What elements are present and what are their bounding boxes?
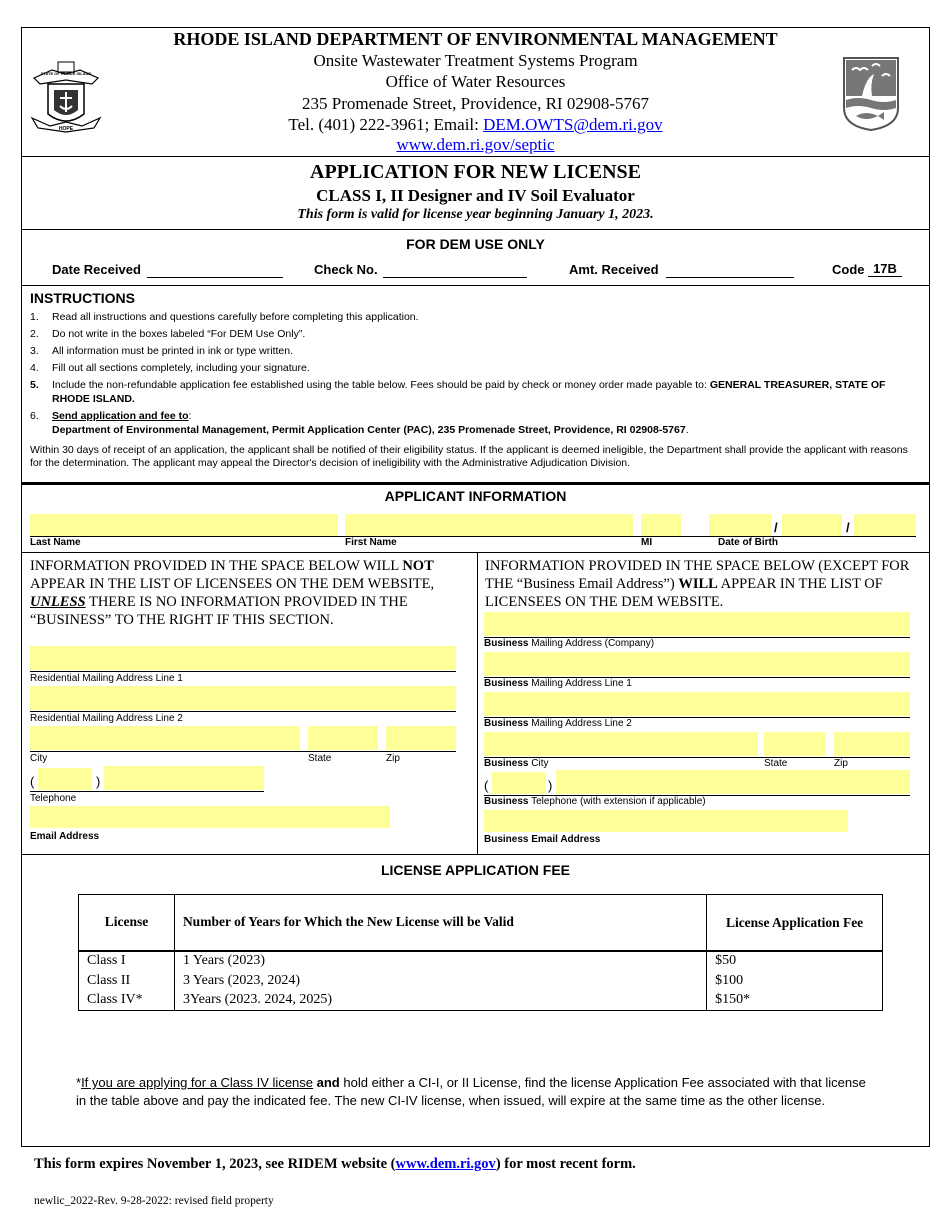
website-link[interactable]: www.dem.ri.gov/septic (396, 135, 555, 154)
mi-input[interactable] (641, 514, 681, 536)
dob-day-input[interactable] (782, 514, 842, 536)
table-row (79, 991, 883, 1011)
state-input[interactable] (308, 726, 378, 750)
payee-text: GENERAL TREASURER, STATE OF RHODE ISLAND. (52, 379, 886, 405)
send-to-period: . (685, 424, 689, 436)
send-to-colon: : (188, 410, 192, 422)
instruction-text: Fill out all sections completely, including your signature. (52, 362, 310, 374)
business-zip-input[interactable] (834, 732, 910, 756)
field-line (30, 671, 456, 672)
table-cell: $150* (707, 991, 883, 1011)
table-header-years: Number of Years for Which the New License will be Valid (174, 895, 706, 951)
form-expiry (34, 1156, 636, 1173)
form-validity: This form is valid for license year beginning January 1, 2023. (297, 207, 654, 222)
table-cell: Class I (79, 951, 175, 971)
instruction-item (30, 409, 925, 437)
instruction-text: Read all instructions and questions carefully before completing this application. (52, 311, 419, 323)
business-city-input[interactable] (484, 732, 758, 756)
business-note (485, 557, 925, 611)
amt-received-line (666, 277, 794, 278)
residential-address-2-input[interactable] (30, 686, 456, 710)
instruction-item (30, 378, 925, 406)
table-row (79, 971, 883, 991)
seal-text-top: STATE OF RHODE ISLAND (40, 71, 92, 76)
seal-text-bottom: HOPE (58, 126, 74, 132)
table-row (79, 951, 883, 971)
footnote-and: and (316, 1075, 340, 1090)
agency-address: 235 Promenade Street, Providence, RI 02908-5767 (301, 94, 649, 113)
divider (22, 482, 929, 485)
instruction-text: Do not write in the boxes labeled “For DEM Use Only”. (52, 328, 306, 340)
fee-heading: LICENSE APPLICATION FEE (380, 862, 570, 878)
form-title: APPLICATION FOR NEW LICENSE (310, 161, 641, 183)
dem-use-heading: FOR DEM USE ONLY (406, 236, 545, 252)
dob-separator: / (774, 520, 778, 535)
form-frame (21, 27, 930, 1147)
tel-text: Tel. (401) 222-3961; Email: (288, 115, 484, 134)
residential-note-text: THERE IS NO INFORMATION PROVIDED IN THE “BUSINESS” TO THE RIGHT IF THIS SECTION. (30, 594, 408, 628)
divider (22, 156, 929, 157)
table-cell: 1 Years (2023) (174, 951, 706, 971)
table-cell: $100 (707, 971, 883, 991)
city-input[interactable] (30, 726, 300, 750)
send-to-address: Department of Environmental Management, Permit Application Center (PAC), 235 Promenade Street, Providence, RI 02908-5767 (52, 424, 686, 436)
instruction-number: 1. (30, 311, 39, 323)
instruction-number: 3. (30, 345, 39, 357)
residential-address-2-label: Residential Mailing Address Line 2 (30, 713, 183, 724)
telephone-input[interactable] (104, 766, 264, 790)
dob-month-input[interactable] (709, 514, 771, 536)
date-received-line (147, 277, 283, 278)
state-label: State (308, 753, 332, 764)
field-line (30, 791, 264, 792)
business-telephone-label: Business Telephone (with extension if applicable) (484, 796, 706, 807)
expiry-text: This form expires November 1, 2023, see RIDEM website ( (34, 1156, 396, 1172)
table-cell: 3 Years (2023, 2024) (174, 971, 706, 991)
dob-separator: / (846, 520, 850, 535)
residential-note-text: INFORMATION PROVIDED IN THE SPACE BELOW WILL (30, 558, 403, 574)
website-line (22, 135, 929, 155)
last-name-label: Last Name (30, 537, 81, 548)
business-company-input[interactable] (484, 612, 910, 636)
business-company-label: Business Mailing Address (Company) (484, 638, 655, 649)
business-note-text: INFORMATION PROVIDED IN THE SPACE BELOW (EXCEPT FOR THE “Business Email Address”) (485, 558, 910, 592)
table-cell: 3Years (2023. 2024, 2025) (174, 991, 706, 1011)
business-address-2-input[interactable] (484, 692, 910, 716)
table-cell: Class II (79, 971, 175, 991)
footnote-star: * (76, 1075, 82, 1090)
first-name-input[interactable] (345, 514, 633, 536)
business-state-input[interactable] (764, 732, 826, 756)
email-label: Email Address (30, 831, 100, 842)
residential-address-1-input[interactable] (30, 646, 456, 670)
instruction-text: All information must be printed in ink or type written. (52, 345, 294, 357)
fee-table (78, 894, 883, 1011)
email-input[interactable] (30, 806, 390, 828)
instructions-heading: INSTRUCTIONS (30, 290, 135, 306)
business-area-code-close: ) (548, 778, 553, 793)
applicant-heading: APPLICANT INFORMATION (384, 488, 567, 504)
revision-note: newlic_2022-Rev. 9-28-2022: revised field property (34, 1195, 274, 1207)
program-name: Onsite Wastewater Treatment Systems Program (313, 51, 638, 70)
field-line (30, 711, 456, 712)
table-cell: $50 (707, 951, 883, 971)
table-header-fee: License Application Fee (707, 895, 883, 951)
dob-label: Date of Birth (718, 537, 778, 548)
footnote-underlined: If you are applying for a Class IV license (81, 1075, 314, 1090)
residential-address-1-label: Residential Mailing Address Line 1 (30, 673, 183, 684)
business-telephone-input[interactable] (556, 770, 910, 794)
form-subtitle: CLASS I, II Designer and IV Soil Evaluator (316, 186, 635, 205)
instruction-number: 6. (30, 410, 39, 422)
name-row-line (30, 536, 916, 537)
business-address-2-label: Business Mailing Address Line 2 (484, 718, 632, 729)
business-address-1-input[interactable] (484, 652, 910, 676)
city-label: City (30, 753, 48, 764)
last-name-input[interactable] (30, 514, 338, 536)
business-city-label: Business City (484, 758, 549, 769)
date-received-label: Date Received (52, 262, 141, 277)
area-code-close: ) (96, 774, 101, 789)
divider (22, 552, 929, 553)
table-cell: Class IV* (79, 991, 175, 1011)
area-code-input[interactable] (38, 768, 92, 790)
table-header-license: License (79, 895, 175, 951)
residential-note-unless: UNLESS (30, 594, 86, 610)
business-email-input[interactable] (484, 810, 848, 832)
send-to-label: Send application and fee to (52, 410, 189, 422)
instruction-number: 4. (30, 362, 39, 374)
zip-label: Zip (386, 753, 400, 764)
instruction-text: Include the non-refundable application fee established using the table below. Fees should be paid by check or money order made payable to: (52, 379, 710, 391)
field-line (30, 751, 456, 752)
table-header-row (79, 895, 883, 951)
ridem-website-link[interactable]: www.dem.ri.gov (395, 1156, 496, 1172)
office-name: Office of Water Resources (385, 72, 566, 91)
business-zip-label: Zip (834, 758, 848, 769)
business-note-text: APPEAR IN THE LIST OF LICENSEES ON THE DEM WEBSITE. (485, 576, 883, 610)
amt-received-label: Amt. Received (569, 262, 659, 277)
business-address-1-label: Business Mailing Address Line 1 (484, 678, 632, 689)
code-label: Code (832, 262, 865, 277)
residential-note-not: NOT (402, 558, 434, 574)
instruction-number: 2. (30, 328, 39, 340)
divider (22, 229, 929, 230)
telephone-label: Telephone (30, 793, 77, 804)
business-state-label: State (764, 758, 788, 769)
residential-note (30, 557, 472, 629)
mi-label: MI (641, 537, 653, 548)
instruction-item (30, 344, 925, 358)
instruction-item (30, 327, 925, 341)
instruction-item (30, 310, 925, 324)
instruction-number: 5. (30, 379, 39, 391)
code-value: 17B (868, 262, 902, 277)
check-no-line (383, 277, 527, 278)
email-link[interactable]: DEM.OWTS@dem.ri.gov (483, 115, 663, 134)
instructions-note: Within 30 days of receipt of an application, the applicant shall be notified of their eligibility status. If the applicant is deemed ineligible, the Department shall provide the applicant with reasons for the determination. The applicant may appeal the Director's decision of ineligibility with the Administrative Adjudication Division. (30, 444, 908, 469)
business-area-code-input[interactable] (492, 772, 546, 794)
instructions-list (30, 310, 925, 440)
expiry-text-suffix: ) for most recent form. (495, 1156, 636, 1172)
contact-line (22, 115, 929, 135)
column-divider (477, 552, 478, 854)
footnote-text: hold either a CI-I, or II License, find the license Application Fee associated with that license in the table above and pay the indicated fee. The new CI-IV license, when issued, will expire at the same time as the other license. (76, 1075, 866, 1108)
fee-footnote (76, 1074, 876, 1110)
dob-year-input[interactable] (854, 514, 916, 536)
residential-note-text: APPEAR IN THE LIST OF LICENSEES ON THE DEM WEBSITE, (30, 576, 435, 592)
agency-name: RHODE ISLAND DEPARTMENT OF ENVIRONMENTAL MANAGEMENT (173, 29, 778, 49)
zip-input[interactable] (386, 726, 456, 750)
first-name-label: First Name (345, 537, 397, 548)
business-area-code-open: ( (484, 778, 489, 793)
instruction-item (30, 361, 925, 375)
check-no-label: Check No. (314, 262, 378, 277)
business-note-will: WILL (678, 576, 718, 592)
divider (22, 854, 929, 855)
business-email-label: Business Email Address (484, 834, 601, 845)
divider (22, 285, 929, 286)
area-code-open: ( (30, 774, 35, 789)
